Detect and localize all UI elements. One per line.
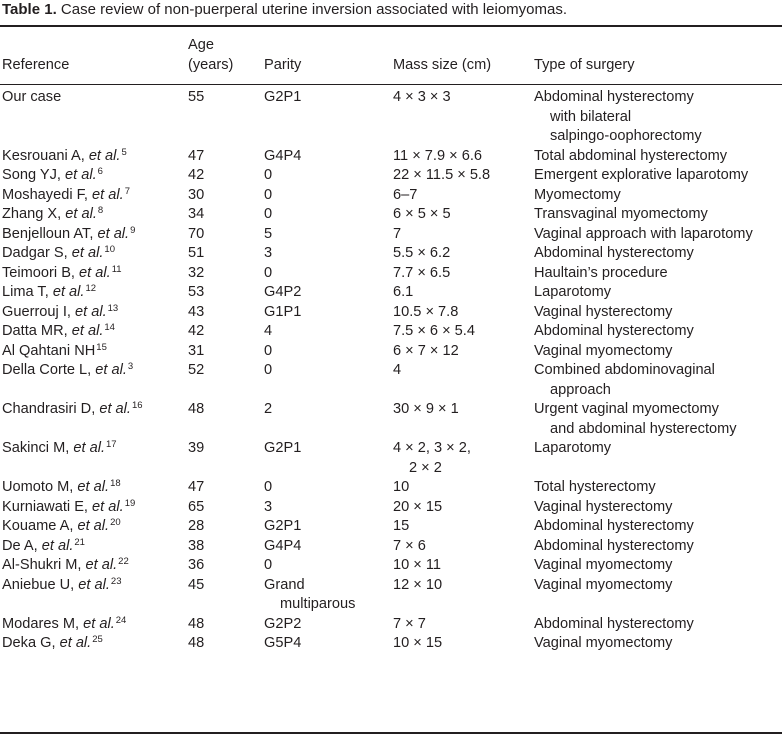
reference-etal: et al. — [59, 635, 92, 651]
reference-cell — [2, 478, 121, 499]
age-cell: 52 — [188, 362, 205, 378]
reference-name: Modares M, — [2, 615, 84, 632]
age-cell: 38 — [188, 537, 205, 554]
reference-cell — [2, 186, 130, 207]
mass-size-line: 15 — [393, 518, 410, 534]
age-cell: 42 — [188, 167, 205, 183]
header-surgery: Type of surgery — [534, 57, 635, 73]
parity-cell — [264, 225, 272, 245]
parity-cell — [264, 283, 301, 303]
surgery-type-line: Abdominal hysterectomy — [534, 323, 694, 339]
age-cell: 42 — [188, 323, 205, 339]
parity-line: 0 — [264, 479, 273, 495]
reference-cell — [2, 244, 115, 265]
table-row — [0, 88, 782, 147]
mass-size-line: 10.5 × 7.8 — [393, 303, 459, 320]
table-row — [0, 439, 782, 478]
table-row — [0, 147, 782, 167]
mass-size-cell — [393, 498, 442, 518]
reference-citation: 8 — [97, 205, 104, 216]
parity-line: G4P2 — [264, 284, 302, 300]
table-row — [0, 556, 782, 576]
surgery-type-line: Vaginal myomectomy — [534, 635, 673, 651]
parity-cell — [264, 264, 272, 284]
surgery-type-line: Laparotomy — [534, 440, 612, 456]
mass-size-line: 7 × 7 — [393, 615, 426, 632]
reference-etal: et al. — [73, 440, 106, 456]
reference-etal: et al. — [88, 147, 121, 164]
parity-cell — [264, 88, 301, 108]
reference-cell — [2, 361, 133, 382]
reference-citation: 12 — [85, 283, 97, 294]
reference-cell — [2, 264, 122, 285]
reference-citation: 24 — [115, 614, 127, 626]
age-cell: 36 — [188, 557, 205, 573]
surgery-type-cell — [534, 147, 727, 167]
mass-size-cell — [393, 342, 459, 362]
mass-size-line: 22 × 11.5 × 5.8 — [393, 167, 491, 183]
surgery-type-cell — [534, 576, 672, 596]
reference-citation: 6 — [97, 166, 103, 177]
table-row — [0, 400, 782, 439]
mass-size-cell — [393, 400, 459, 420]
reference-citation: 14 — [104, 322, 115, 333]
table-row — [0, 166, 782, 186]
reference-name: Datta MR, — [2, 323, 72, 339]
mass-size-line: 6.1 — [393, 284, 414, 300]
reference-name: Dadgar S, — [2, 245, 72, 261]
mass-size-cell — [393, 147, 482, 167]
mass-size-cell — [393, 205, 451, 225]
reference-citation: 17 — [106, 439, 117, 450]
reference-etal: et al. — [79, 264, 111, 281]
mass-size-line: 7.7 × 6.5 — [393, 264, 451, 281]
reference-etal: et al. — [77, 479, 110, 495]
reference-cell — [2, 205, 103, 226]
reference-citation: 15 — [96, 341, 107, 353]
parity-cell — [264, 400, 272, 420]
reference-cell — [2, 615, 126, 636]
reference-name: Chandrasiri D, — [2, 401, 100, 417]
reference-citation: 10 — [104, 244, 115, 255]
reference-etal: et al. — [65, 206, 97, 222]
reference-etal: et al. — [97, 225, 130, 242]
reference-citation: 22 — [118, 556, 129, 567]
mass-size-cell — [393, 517, 409, 537]
parity-cell — [264, 634, 301, 654]
age-cell: 48 — [188, 401, 205, 417]
surgery-type-cell — [534, 634, 672, 654]
reference-citation: 18 — [110, 478, 121, 489]
reference-name: Kesrouani A, — [2, 147, 89, 164]
reference-name: Della Corte L, — [2, 362, 96, 378]
age-cell: 45 — [188, 576, 205, 593]
reference-name: Uomoto M, — [2, 479, 78, 495]
parity-cell — [264, 205, 272, 225]
reference-cell — [2, 517, 121, 538]
surgery-type-cell — [534, 478, 656, 498]
surgery-type-line: Urgent vaginal myomectomy — [534, 401, 719, 417]
parity-line: 0 — [264, 342, 273, 359]
reference-cell — [2, 439, 117, 460]
reference-citation: 3 — [127, 361, 134, 372]
table-caption — [2, 0, 782, 20]
surgery-type-cell — [534, 342, 672, 362]
mass-size-line: 6–7 — [393, 186, 418, 203]
reference-cell — [2, 303, 118, 324]
mass-size-line: 7.5 × 6 × 5.4 — [393, 323, 475, 339]
parity-line: 0 — [264, 167, 273, 183]
mass-size-line: 6 × 7 × 12 — [393, 342, 459, 359]
mass-size-cell — [393, 186, 417, 206]
reference-cell — [2, 400, 143, 421]
reference-cell — [2, 342, 107, 363]
mass-size-cell — [393, 244, 450, 264]
reference-name: De A, — [2, 537, 42, 554]
surgery-type-cell — [534, 303, 672, 323]
mass-size-cell — [393, 322, 475, 342]
mass-size-cell — [393, 615, 426, 635]
reference-etal: et al. — [99, 401, 131, 417]
parity-cell — [264, 537, 301, 557]
table-row — [0, 264, 782, 284]
table-row — [0, 478, 782, 498]
header-age-line2: (years) — [188, 57, 234, 73]
table-row — [0, 517, 782, 537]
parity-cell — [264, 478, 272, 498]
surgery-type-line: Abdominal hysterectomy — [534, 537, 694, 554]
reference-cell — [2, 283, 96, 304]
surgery-type-line: Haultain’s procedure — [534, 264, 668, 281]
surgery-type-line: Total abdominal hysterectomy — [534, 147, 728, 164]
header-mass-size: Mass size (cm) — [393, 57, 492, 73]
reference-name: Guerrouj I, — [2, 303, 75, 320]
surgery-type-line: Vaginal hysterectomy — [534, 498, 673, 515]
table-row — [0, 342, 782, 362]
surgery-type-cell — [534, 186, 621, 206]
surgery-type-cell — [534, 283, 611, 303]
reference-etal: et al. — [52, 284, 85, 300]
surgery-type-cell — [534, 439, 611, 459]
mass-size-cell — [393, 537, 426, 557]
parity-cell — [264, 147, 301, 167]
reference-cell — [2, 322, 115, 343]
reference-etal: et al. — [75, 303, 107, 320]
surgery-type-line: salpingo-oophorectomy — [550, 128, 702, 144]
age-cell: 32 — [188, 264, 205, 281]
parity-line: G4P4 — [264, 537, 302, 554]
parity-line: 0 — [264, 264, 273, 281]
reference-etal: et al. — [92, 498, 124, 515]
bottom-rule — [0, 732, 782, 734]
reference-citation: 23 — [110, 575, 122, 587]
surgery-type-line: Vaginal myomectomy — [534, 342, 673, 359]
reference-citation: 9 — [130, 224, 136, 236]
parity-line: 0 — [264, 186, 273, 203]
mass-size-line: 11 × 7.9 × 6.6 — [393, 147, 482, 164]
reference-name: Aniebue U, — [2, 576, 79, 593]
surgery-type-line: Vaginal myomectomy — [534, 557, 673, 573]
surgery-type-cell — [534, 517, 694, 537]
header-reference: Reference — [2, 57, 70, 73]
age-cell: 47 — [188, 147, 205, 164]
surgery-type-line: with bilateral — [550, 108, 632, 125]
mass-size-line: 4 × 2, 3 × 2, — [393, 440, 471, 456]
surgery-type-cell — [534, 88, 702, 147]
parity-line: G1P1 — [264, 303, 302, 320]
surgery-type-line: approach — [550, 381, 611, 398]
reference-name: Benjelloun AT, — [2, 225, 98, 242]
reference-cell — [2, 634, 103, 655]
surgery-type-cell — [534, 244, 694, 264]
header-rule — [0, 84, 782, 85]
surgery-type-cell — [534, 556, 672, 576]
reference-citation: 7 — [124, 185, 130, 197]
reference-name: Zhang X, — [2, 206, 66, 222]
reference-etal: et al. — [78, 576, 110, 593]
reference-name: Kurniawati E, — [2, 498, 93, 515]
age-cell: 65 — [188, 498, 205, 515]
parity-cell — [264, 439, 301, 459]
reference-citation: 19 — [124, 497, 136, 509]
parity-cell — [264, 576, 355, 615]
surgery-type-cell — [534, 615, 694, 635]
caption-text: Case review of non-puerperal uterine inversion associated with leiomyomas. — [60, 1, 568, 18]
mass-size-cell — [393, 634, 442, 654]
mass-size-line: 4 × 3 × 3 — [393, 89, 451, 105]
reference-etal: et al. — [65, 167, 97, 183]
parity-line: G2P1 — [264, 89, 302, 105]
surgery-type-cell — [534, 205, 708, 225]
surgery-type-cell — [534, 400, 737, 439]
parity-cell — [264, 322, 272, 342]
reference-cell — [2, 88, 61, 108]
reference-citation: 21 — [74, 536, 85, 548]
mass-size-cell — [393, 576, 442, 596]
parity-line: G5P4 — [264, 635, 302, 651]
reference-name: Our case — [2, 89, 62, 105]
surgery-type-line: Abdominal hysterectomy — [534, 89, 694, 105]
table-row — [0, 205, 782, 225]
mass-size-cell — [393, 283, 413, 303]
mass-size-cell — [393, 88, 451, 108]
mass-size-cell — [393, 478, 409, 498]
parity-cell — [264, 303, 301, 323]
mass-size-line: 10 × 15 — [393, 635, 443, 651]
surgery-type-line: Transvaginal myomectomy — [534, 206, 708, 222]
parity-line: 4 — [264, 323, 273, 339]
table-row — [0, 225, 782, 245]
parity-line: multiparous — [280, 596, 356, 612]
reference-cell — [2, 147, 127, 168]
surgery-type-cell — [534, 537, 694, 557]
age-cell: 39 — [188, 440, 205, 456]
parity-cell — [264, 342, 272, 362]
parity-line: 0 — [264, 557, 273, 573]
reference-citation: 25 — [92, 634, 103, 645]
reference-cell — [2, 537, 85, 558]
parity-line: Grand — [264, 576, 305, 593]
reference-name: Al Qahtani NH — [2, 342, 96, 359]
reference-name: Moshayedi F, — [2, 186, 93, 203]
table-row — [0, 361, 782, 400]
age-cell: 43 — [188, 303, 205, 320]
parity-line: G2P1 — [264, 518, 302, 534]
reference-etal: et al. — [41, 537, 74, 554]
parity-line: 3 — [264, 498, 273, 515]
surgery-type-line: Abdominal hysterectomy — [534, 518, 694, 534]
age-cell: 70 — [188, 225, 205, 242]
age-cell: 53 — [188, 284, 205, 300]
parity-cell — [264, 166, 272, 186]
reference-citation: 20 — [110, 517, 121, 528]
header-parity: Parity — [264, 57, 302, 73]
surgery-type-cell — [534, 498, 672, 518]
surgery-type-line: Emergent explorative laparotomy — [534, 167, 749, 183]
surgery-type-line: Vaginal hysterectomy — [534, 303, 673, 320]
parity-line: G4P4 — [264, 147, 302, 164]
reference-citation: 13 — [107, 302, 119, 314]
mass-size-line: 20 × 15 — [393, 498, 443, 515]
parity-line: 0 — [264, 206, 273, 222]
caption-label: Table 1. — [2, 1, 57, 18]
table-row — [0, 498, 782, 518]
reference-name: Teimoori B, — [2, 264, 80, 281]
surgery-type-line: Vaginal approach with laparotomy — [534, 225, 753, 242]
reference-cell — [2, 225, 135, 246]
reference-citation: 16 — [131, 400, 143, 411]
parity-line: G2P1 — [264, 440, 302, 456]
age-cell: 48 — [188, 615, 205, 632]
reference-name: Lima T, — [2, 284, 53, 300]
reference-cell — [2, 166, 103, 187]
table-row — [0, 537, 782, 557]
reference-etal: et al. — [83, 615, 115, 632]
table-row — [0, 322, 782, 342]
surgery-type-line: Myomectomy — [534, 186, 621, 203]
table-row — [0, 186, 782, 206]
surgery-type-cell — [534, 166, 748, 186]
surgery-type-line: Total hysterectomy — [534, 479, 656, 495]
age-cell: 51 — [188, 245, 205, 261]
mass-size-line: 7 — [393, 225, 402, 242]
reference-name: Sakinci M, — [2, 440, 74, 456]
surgery-type-line: Combined abdominovaginal — [534, 362, 715, 378]
age-cell: 31 — [188, 342, 205, 359]
parity-line: 2 — [264, 401, 273, 417]
surgery-type-cell — [534, 225, 753, 245]
reference-etal: et al. — [95, 362, 127, 378]
reference-name: Al-Shukri M, — [2, 557, 86, 573]
age-cell: 28 — [188, 518, 205, 534]
surgery-type-line: Abdominal hysterectomy — [534, 245, 694, 261]
mass-size-cell — [393, 225, 401, 245]
parity-line: 0 — [264, 362, 273, 378]
table-row — [0, 283, 782, 303]
reference-cell — [2, 556, 129, 577]
header-age-line1: Age — [188, 37, 214, 53]
mass-size-cell — [393, 439, 471, 478]
age-cell: 48 — [188, 635, 205, 651]
table-row — [0, 244, 782, 264]
reference-etal: et al. — [77, 518, 110, 534]
mass-size-line: 7 × 6 — [393, 537, 426, 554]
age-cell: 34 — [188, 206, 205, 222]
mass-size-cell — [393, 264, 450, 284]
surgery-type-cell — [534, 361, 715, 400]
mass-size-line: 2 × 2 — [409, 459, 442, 476]
surgery-type-line: and abdominal hysterectomy — [550, 420, 737, 437]
reference-citation: 5 — [121, 146, 127, 158]
reference-name: Kouame A, — [2, 518, 78, 534]
parity-cell — [264, 556, 272, 576]
reference-etal: et al. — [71, 323, 104, 339]
mass-size-line: 30 × 9 × 1 — [393, 401, 459, 417]
mass-size-cell — [393, 166, 490, 186]
mass-size-line: 5.5 × 6.2 — [393, 245, 451, 261]
mass-size-line: 10 × 11 — [393, 557, 442, 573]
age-cell: 47 — [188, 479, 205, 495]
top-rule — [0, 25, 782, 27]
table-row — [0, 303, 782, 323]
reference-name: Deka G, — [2, 635, 60, 651]
age-cell: 55 — [188, 89, 205, 105]
parity-cell — [264, 186, 272, 206]
parity-cell — [264, 615, 301, 635]
surgery-type-cell — [534, 264, 668, 284]
reference-cell — [2, 498, 135, 519]
table-row — [0, 615, 782, 635]
parity-cell — [264, 498, 272, 518]
age-cell: 30 — [188, 186, 205, 203]
surgery-type-line: Laparotomy — [534, 284, 612, 300]
mass-size-line: 12 × 10 — [393, 576, 443, 593]
reference-etal: et al. — [92, 186, 124, 203]
mass-size-line: 6 × 5 × 5 — [393, 206, 451, 222]
parity-cell — [264, 244, 272, 264]
parity-cell — [264, 361, 272, 381]
reference-etal: et al. — [71, 245, 104, 261]
mass-size-cell — [393, 361, 401, 381]
reference-citation: 11 — [111, 263, 122, 275]
mass-size-line: 4 — [393, 362, 402, 378]
mass-size-cell — [393, 303, 458, 323]
parity-line: G2P2 — [264, 615, 302, 632]
parity-cell — [264, 517, 301, 537]
reference-name: Song YJ, — [2, 167, 66, 183]
reference-etal: et al. — [85, 557, 118, 573]
parity-line: 5 — [264, 225, 273, 242]
surgery-type-cell — [534, 322, 694, 342]
surgery-type-line: Vaginal myomectomy — [534, 576, 673, 593]
reference-cell — [2, 576, 121, 597]
mass-size-line: 10 — [393, 479, 410, 495]
parity-line: 3 — [264, 245, 273, 261]
table-row — [0, 634, 782, 654]
mass-size-cell — [393, 556, 441, 576]
table-row — [0, 576, 782, 615]
surgery-type-line: Abdominal hysterectomy — [534, 615, 694, 632]
